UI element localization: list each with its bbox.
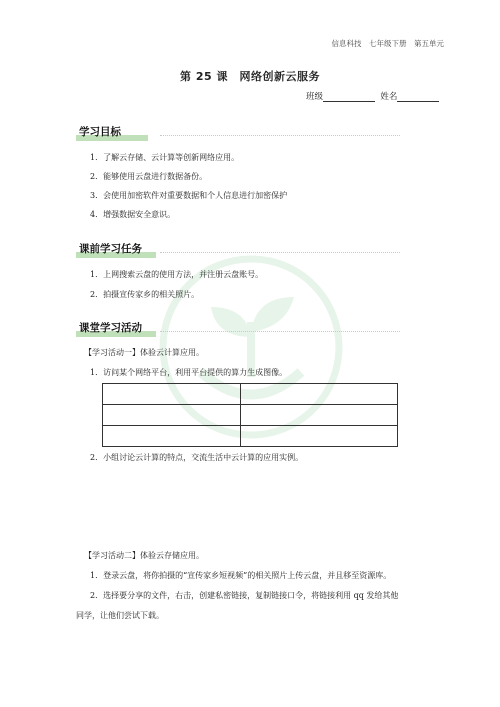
class-name-line [306, 90, 439, 102]
table-cell[interactable] [241, 426, 398, 447]
list-item: 2．拍摄宣传家乡的相关照片。 [90, 290, 200, 299]
table-cell[interactable] [103, 384, 241, 405]
list-item: 2．能够使用云盘进行数据备份。 [90, 172, 208, 181]
lesson-title: 第 25 课 网络创新云服务 [180, 70, 320, 83]
section-heading-preclass: 课前学习任务 [76, 241, 142, 256]
divider [160, 252, 400, 253]
class-blank[interactable] [323, 92, 375, 102]
table-cell[interactable] [103, 426, 241, 447]
activity-two-title: 【学习活动二】体验云存储应用。 [84, 551, 204, 560]
list-item: 2．小组讨论云计算的特点，交流生活中云计算的应用实例。 [90, 453, 304, 462]
section-heading-objectives: 学习目标 [76, 124, 121, 139]
header-text: 信息科技 七年级下册 第五单元 [331, 39, 444, 48]
answer-table [102, 383, 398, 447]
list-item: 1．访问某个网络平台，利用平台提供的算力生成图像。 [90, 368, 288, 377]
divider [160, 331, 400, 332]
divider [160, 135, 400, 136]
table-cell[interactable] [241, 384, 398, 405]
list-item: 1．了解云存储、云计算等创新网络应用。 [90, 153, 240, 162]
section-heading-inclass: 课堂学习活动 [76, 320, 142, 335]
list-item: 1．上网搜索云盘的使用方法，并注册云盘账号。 [90, 270, 264, 279]
table-cell[interactable] [103, 405, 241, 426]
table-cell[interactable] [241, 405, 398, 426]
name-label: 姓名 [380, 92, 398, 102]
list-item-continuation: 同学，让他们尝试下载。 [76, 611, 164, 620]
list-item: 4．增强数据安全意识。 [90, 210, 176, 219]
list-item: 2．选择要分享的文件，右击，创建私密链接，复制链接口令，将链接利用 qq 发给其他 [90, 591, 399, 600]
class-label: 班级 [306, 92, 324, 102]
list-item: 3．会使用加密软件对重要数据和个人信息进行加密保护 [90, 191, 288, 200]
activity-one-title: 【学习活动一】体验云计算应用。 [84, 348, 204, 357]
name-blank[interactable] [397, 92, 439, 102]
list-item: 1．登录云盘，将你拍摄的“宣传家乡短视频”的相关照片上传云盘，并且移至资源库。 [90, 571, 392, 580]
